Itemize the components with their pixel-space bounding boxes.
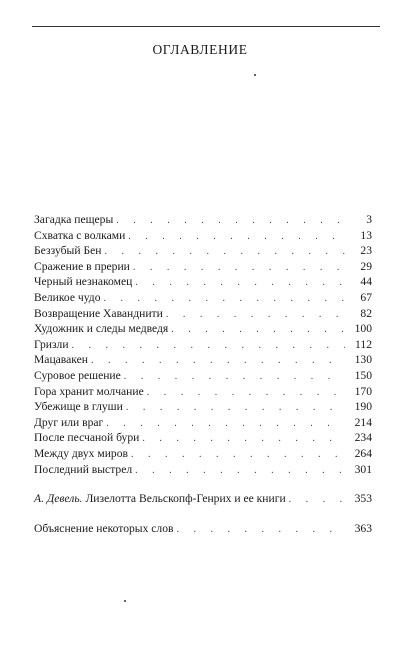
dot-leader <box>131 447 345 463</box>
toc-page-number: 190 <box>354 400 372 414</box>
toc-entry-title: Последний выстрел <box>34 462 133 476</box>
toc-entry-title: Объяснение некоторых слов <box>34 521 174 535</box>
dot-leader <box>177 522 346 538</box>
toc-page-number: 13 <box>360 228 372 242</box>
toc-row <box>34 321 372 337</box>
toc-row <box>34 462 372 478</box>
toc-row <box>34 290 372 306</box>
toc-page-number: 100 <box>354 322 372 336</box>
toc-row <box>34 430 372 446</box>
dot-leader <box>116 213 345 229</box>
toc-page-number: 44 <box>360 275 372 289</box>
dot-leader <box>128 229 345 245</box>
dot-leader <box>106 416 345 432</box>
toc-row <box>34 306 372 322</box>
toc-row <box>34 399 372 415</box>
dot-leader <box>166 307 345 323</box>
toc-row-glossary <box>34 521 372 537</box>
toc-page-number: 353 <box>354 492 372 506</box>
dot-leader <box>147 385 345 401</box>
toc-entry-title: Между двух миров <box>34 446 128 460</box>
toc-row <box>34 446 372 462</box>
toc-entry-title: После песчаной бури <box>34 431 140 445</box>
toc-entry-title: Мацавакен <box>34 353 88 367</box>
toc-row <box>34 228 372 244</box>
toc-page-number: 170 <box>354 384 372 398</box>
toc-entry-title: Суровое решение <box>34 368 121 382</box>
toc-page-number: 3 <box>366 213 372 226</box>
toc-row <box>34 274 372 290</box>
toc-page-number: 112 <box>355 337 372 351</box>
dot-leader <box>289 492 345 508</box>
toc-row <box>34 337 372 353</box>
toc-page-number: 82 <box>360 306 372 320</box>
toc-row <box>34 259 372 275</box>
toc-page-number: 264 <box>354 446 372 460</box>
toc-entry-title: Художник и следы медведя <box>34 322 169 336</box>
toc-row-afterword <box>34 491 372 507</box>
toc-page-number: 214 <box>354 415 372 429</box>
toc-row <box>34 384 372 400</box>
dot-leader <box>104 291 346 307</box>
toc-entry-title: Убежище в глуши <box>34 400 123 414</box>
toc-entry-title: Друг или враг <box>34 415 104 429</box>
toc-row <box>34 352 372 368</box>
toc-entry-title: Возвращение Хаванднити <box>34 306 163 320</box>
top-rule <box>32 26 380 27</box>
dot-leader <box>126 400 345 416</box>
dot-leader <box>142 431 345 447</box>
print-speck <box>254 74 256 76</box>
toc-page-number: 301 <box>354 462 372 476</box>
toc-entry-title: Гора хранит молчание <box>34 384 144 398</box>
page-title: ОГЛАВЛЕНИЕ <box>152 42 248 57</box>
dot-leader <box>171 322 345 338</box>
toc-entry-title: Схватка с волками <box>34 228 126 242</box>
print-speck <box>124 600 126 602</box>
toc-entry-title: Загадка пещеры <box>34 213 114 226</box>
dot-leader <box>124 369 345 385</box>
toc-entry-title: Беззубый Бен <box>34 244 102 258</box>
toc-page-number: 67 <box>360 290 372 304</box>
dot-leader <box>133 260 345 276</box>
toc-entry-title: Великое чудо <box>34 290 101 304</box>
dot-leader <box>91 353 345 369</box>
toc-page-number: 234 <box>354 431 372 445</box>
toc-row <box>34 368 372 384</box>
toc-page-number: 23 <box>360 244 372 258</box>
toc-entry-title: Сражение в прерии <box>34 259 130 273</box>
afterword-title: Лизелотта Вельскопф-Генрих и ее книги <box>85 492 286 506</box>
toc-page-number: 29 <box>360 259 372 273</box>
dot-leader <box>72 338 345 354</box>
toc-row <box>34 212 372 228</box>
toc-entry-title: Черный незнакомец <box>34 275 133 289</box>
afterword-author: А. Девель. <box>34 492 83 506</box>
dot-leader <box>135 463 345 479</box>
toc-page-number: 150 <box>354 368 372 382</box>
table-of-contents <box>34 212 372 536</box>
toc-page-number: 130 <box>354 353 372 367</box>
toc-entries <box>34 212 372 477</box>
toc-entry-title <box>34 491 289 507</box>
toc-page-number: 363 <box>354 521 372 535</box>
toc-row <box>34 243 372 259</box>
dot-leader <box>135 275 345 291</box>
toc-entry-title: Гризли <box>34 337 69 351</box>
dot-leader <box>104 244 345 260</box>
toc-row <box>34 415 372 431</box>
